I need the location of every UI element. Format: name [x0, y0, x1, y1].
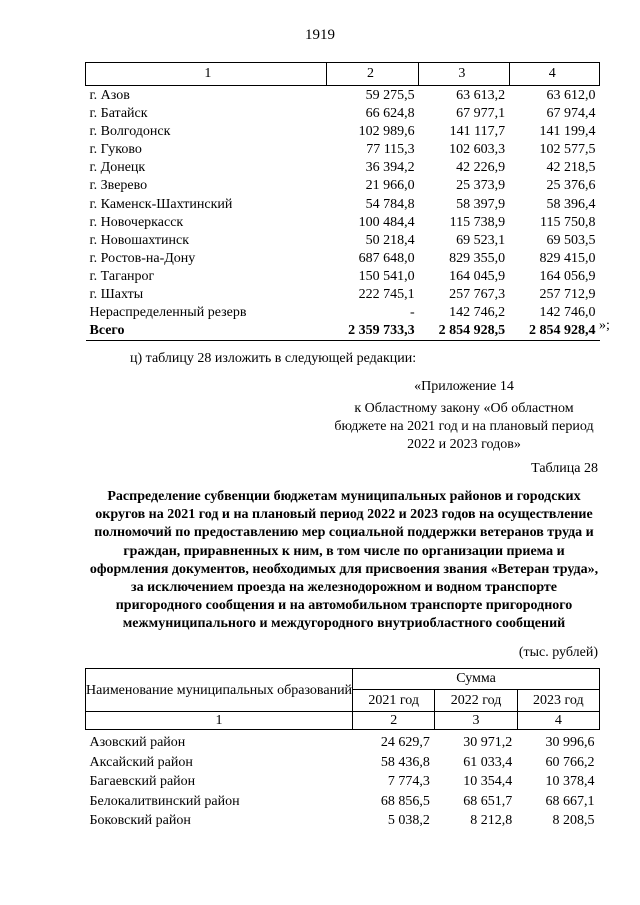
value-2023: 68 667,1 — [545, 793, 595, 809]
value-2022: 69 523,1 — [456, 232, 506, 248]
value-2023: 42 218,5 — [546, 160, 596, 176]
table-row — [86, 772, 600, 792]
value-2023: 115 750,8 — [540, 214, 596, 230]
value-2022: 10 354,4 — [463, 774, 513, 790]
table-row — [86, 286, 600, 304]
value-2023: 8 208,5 — [552, 813, 595, 829]
value-2023: 829 415,0 — [539, 250, 596, 266]
value-2021: 687 648,0 — [358, 250, 415, 266]
value-2021: 7 774,3 — [387, 774, 430, 790]
value-2022: 42 226,9 — [456, 160, 506, 176]
table-row — [86, 214, 600, 232]
value-2022: 142 746,2 — [449, 305, 506, 321]
value-2023: 141 199,4 — [539, 124, 596, 140]
closing-quote: »; — [599, 318, 610, 333]
col-number-1: 1 — [86, 63, 327, 86]
value-2022: 164 045,9 — [449, 268, 506, 284]
value-2023: 63 612,0 — [546, 88, 596, 103]
year-2022-header: 2022 год — [435, 690, 517, 712]
value-2021: 77 115,3 — [366, 142, 415, 158]
value-2021: 102 989,6 — [358, 124, 415, 140]
value-2023: 58 396,4 — [546, 196, 596, 212]
value-2022: 68 651,7 — [463, 793, 513, 809]
value-2023: 164 056,9 — [539, 268, 596, 284]
value-2021: 54 784,8 — [365, 196, 415, 212]
table-row — [86, 250, 600, 268]
value-2022: 829 355,0 — [449, 250, 506, 266]
value-2022: 58 397,9 — [456, 196, 506, 212]
municipality-name: г. Гуково — [89, 142, 142, 158]
value-2023: 10 378,4 — [545, 774, 595, 790]
table-row — [86, 196, 600, 214]
table-row — [86, 811, 600, 831]
table-row — [86, 304, 600, 322]
district-name: Багаевский район — [89, 774, 196, 790]
amendment-instruction: ц) таблицу 28 изложить в следующей редакции: — [130, 351, 417, 366]
table-row — [86, 792, 600, 812]
total-row — [86, 322, 600, 341]
value-2023: 257 712,9 — [539, 287, 596, 303]
col-number-4: 4 — [517, 712, 599, 730]
municipality-name: г. Каменск-Шахтинский — [89, 196, 233, 212]
value-2023: 102 577,5 — [539, 142, 596, 158]
table-row — [86, 753, 600, 773]
municipality-name: г. Ростов-на-Дону — [89, 250, 196, 266]
table-title: Распределение субвенции бюджетам муниципальных районов и городских округов на 2021 год и на плановый период 2022 и 2023 годов на осуществление полномочий по предоставлению мер социальной поддержки ветеранов труда и граждан, приравненных к ним, в том числе по организации приема и оформления документов, необходимых для присвоения звания «Ветеран труда», за исключением проезда на железнодорожном и водном транспорте пригородного сообщения и на автомобильном транспорте пригородного межмуниципального и междугородного внутриобластного сообщений — [89, 489, 599, 632]
table-row — [86, 123, 600, 141]
value-2021: 50 218,4 — [365, 232, 415, 248]
value-2022: 30 971,2 — [463, 735, 513, 750]
appendix-reference: к Областному закону «Об областном бюджете на 2021 год и на плановый период 2022 и 2023 годов» — [334, 401, 594, 452]
col-number-2: 2 — [353, 712, 435, 730]
municipality-name: г. Азов — [89, 88, 130, 103]
value-2023: 67 974,4 — [546, 106, 596, 122]
value-2022: 141 117,7 — [449, 124, 506, 140]
value-2022: 115 738,9 — [449, 214, 506, 230]
district-name: Белокалитвинский район — [89, 793, 240, 809]
value-2021: 5 038,2 — [387, 813, 430, 829]
value-2023: 30 996,6 — [545, 735, 595, 750]
municipality-name: г. Волгодонск — [89, 124, 171, 140]
col-number-4: 4 — [509, 63, 599, 86]
subvention-table — [85, 668, 600, 831]
value-2023: 142 746,0 — [539, 305, 596, 321]
table-row — [86, 105, 600, 123]
municipality-name: г. Зверево — [89, 178, 148, 194]
table-row — [86, 232, 600, 250]
value-2021: 36 394,2 — [365, 160, 415, 176]
units-label: (тыс. рублей) — [518, 645, 598, 660]
table-row — [86, 141, 600, 159]
year-2021-header: 2021 год — [353, 690, 435, 712]
value-2021: 59 275,5 — [365, 88, 415, 103]
value-2022: 25 373,9 — [456, 178, 506, 194]
appendix-number: «Приложение 14 — [414, 379, 514, 394]
value-2021: 150 541,0 — [358, 268, 415, 284]
year-2023-header: 2023 год — [517, 690, 599, 712]
page-number: 1919 — [305, 27, 335, 43]
value-2023: 60 766,2 — [545, 754, 595, 770]
value-2022: 8 212,8 — [470, 813, 513, 829]
municipality-name: г. Батайск — [89, 106, 148, 122]
municipality-name: г. Донецк — [89, 160, 146, 176]
district-name: Аксайский район — [89, 754, 193, 770]
value-2022: 102 603,3 — [449, 142, 506, 158]
table-row — [86, 159, 600, 177]
col-number-3: 3 — [419, 63, 509, 86]
municipality-name: г. Новочеркасск — [89, 214, 184, 230]
value-2021: 66 624,8 — [365, 106, 415, 122]
value-2022: 61 033,4 — [463, 754, 513, 770]
value-2022: 67 977,1 — [456, 106, 506, 122]
value-2023: 2 854 928,4 — [509, 322, 599, 341]
value-2021: - — [410, 305, 415, 321]
table-header-row — [86, 669, 600, 690]
table-row — [86, 177, 600, 195]
value-2021: 2 359 733,3 — [326, 322, 418, 341]
value-2022: 257 767,3 — [449, 287, 506, 303]
name-column-header: Наименование муниципальных образований — [86, 669, 353, 712]
district-name: Азовский район — [89, 735, 186, 750]
value-2021: 58 436,8 — [380, 754, 430, 770]
value-2021: 24 629,7 — [380, 735, 430, 750]
value-2021: 100 484,4 — [358, 214, 415, 230]
value-2021: 68 856,5 — [380, 793, 430, 809]
col-number-3: 3 — [435, 712, 517, 730]
municipality-name: г. Таганрог — [89, 268, 155, 284]
municipality-name: г. Новошахтинск — [89, 232, 190, 248]
col-number-2: 2 — [326, 63, 418, 86]
sum-column-header: Сумма — [353, 669, 600, 690]
value-2022: 2 854 928,5 — [419, 322, 509, 341]
total-label: Всего — [86, 322, 327, 341]
district-name: Боковский район — [89, 813, 191, 829]
value-2023: 69 503,5 — [546, 232, 596, 248]
value-2023: 25 376,6 — [546, 178, 596, 194]
column-numbers-row — [86, 63, 600, 86]
table-row — [86, 86, 600, 106]
value-2022: 63 613,2 — [456, 88, 506, 103]
table-row — [86, 730, 600, 753]
municipal-table-continued — [85, 62, 600, 341]
municipality-name: г. Шахты — [89, 287, 144, 303]
value-2021: 222 745,1 — [358, 287, 415, 303]
column-numbers-row — [86, 712, 600, 730]
municipality-name: Нераспределенный резерв — [89, 305, 247, 321]
col-number-1: 1 — [86, 712, 353, 730]
table-label: Таблица 28 — [531, 461, 598, 476]
value-2021: 21 966,0 — [365, 178, 415, 194]
table-row — [86, 268, 600, 286]
